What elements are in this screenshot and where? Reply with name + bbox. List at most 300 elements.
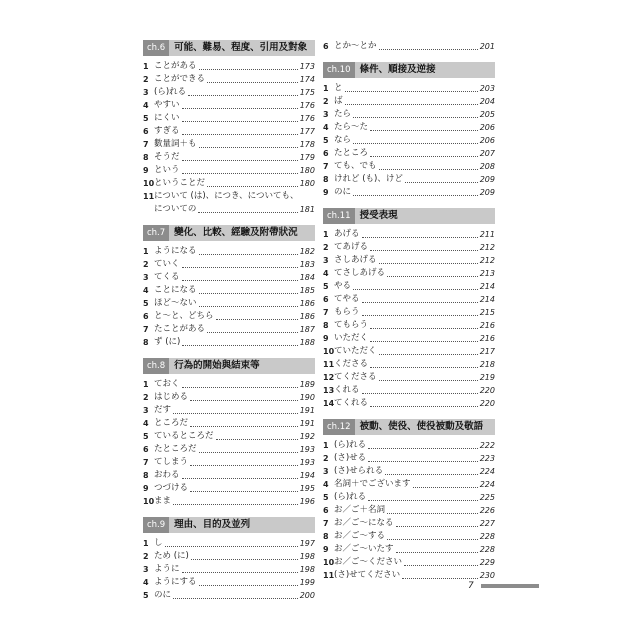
entry-title: ば [334, 96, 343, 106]
toc-entry[interactable] [323, 147, 495, 160]
toc-entry[interactable] [323, 121, 495, 134]
entry-number: 3 [143, 88, 149, 97]
entry-title: (ら)れる [334, 492, 367, 502]
entry-number: 1 [323, 441, 329, 450]
toc-entry[interactable] [143, 391, 315, 404]
dot-leader [173, 413, 298, 414]
dot-leader [182, 134, 298, 135]
toc-entry[interactable] [143, 245, 315, 258]
toc-entry[interactable] [143, 443, 315, 456]
entry-page: 213 [479, 269, 495, 278]
entry-title: もらう [334, 307, 360, 317]
dot-leader [207, 186, 298, 187]
entry-number: 1 [323, 84, 329, 93]
toc-entry[interactable] [323, 504, 495, 517]
dot-leader [353, 117, 478, 118]
toc-entry[interactable] [143, 310, 315, 323]
entry-number: 6 [323, 42, 329, 51]
toc-entry[interactable] [143, 112, 315, 125]
entry-number: 6 [323, 149, 329, 158]
entry-title: てくださる [334, 372, 377, 382]
entry-number: 7 [143, 325, 149, 334]
dot-leader [362, 393, 478, 394]
entry-number: 6 [143, 127, 149, 136]
toc-entry[interactable] [143, 151, 315, 164]
toc-entry[interactable] [323, 543, 495, 556]
dot-leader [207, 332, 298, 333]
entry-number: 2 [323, 97, 329, 106]
entry-number: 2 [143, 260, 149, 269]
entry-page: 228 [479, 532, 495, 541]
chapter-section [143, 517, 315, 602]
entry-page: 229 [479, 558, 495, 567]
entry-number: 4 [143, 419, 149, 428]
toc-entry[interactable] [143, 125, 315, 138]
chapter-title: 授受表現 [359, 210, 398, 221]
entry-page: 224 [479, 480, 495, 489]
dot-leader [188, 95, 298, 96]
chapter-number-label: ch.8 [143, 358, 169, 374]
entry-page: 225 [479, 493, 495, 502]
entry-number: 8 [143, 153, 149, 162]
chapter-title: 變化、比較、經驗及附帶狀況 [174, 227, 298, 238]
toc-entry[interactable] [143, 86, 315, 99]
entry-number: 3 [143, 273, 149, 282]
toc-entry[interactable] [143, 430, 315, 443]
toc-entry[interactable] [323, 332, 495, 345]
dot-leader [368, 461, 478, 462]
toc-entry[interactable] [143, 336, 315, 349]
toc-entry[interactable] [323, 452, 495, 465]
toc-right-column [323, 40, 495, 591]
toc-entry[interactable] [323, 397, 495, 410]
chapter-number-label: ch.6 [143, 40, 169, 56]
entry-title: ていく [154, 259, 180, 269]
entry-title: てくれる [334, 398, 369, 408]
entry-number: 6 [323, 295, 329, 304]
entry-page: 191 [299, 419, 315, 428]
entry-title: たことがある [154, 324, 206, 334]
toc-entry[interactable] [323, 82, 495, 95]
toc-entry[interactable] [323, 173, 495, 186]
dot-leader [353, 143, 478, 144]
entry-title: そうだ [154, 152, 180, 162]
entry-page: 211 [479, 230, 495, 239]
entry-title: ことになる [154, 285, 197, 295]
dot-leader [396, 552, 478, 553]
entry-number: 13 [323, 386, 335, 395]
entry-page: 214 [479, 295, 495, 304]
entry-page: 196 [299, 497, 315, 506]
entry-number: 8 [323, 532, 329, 541]
toc-entry[interactable] [323, 267, 495, 280]
dot-leader [190, 426, 298, 427]
entry-title: てもらう [334, 320, 369, 330]
entry-title: ということだ [154, 178, 206, 188]
dot-leader [182, 387, 298, 388]
entry-page: 186 [299, 312, 315, 321]
entry-page: 191 [299, 406, 315, 415]
entry-number: 7 [143, 140, 149, 149]
entry-title: けれど (も)、けど [334, 174, 403, 184]
entry-page: 193 [299, 458, 315, 467]
dot-leader [173, 598, 298, 599]
entry-page: 215 [479, 308, 495, 317]
dot-leader [182, 108, 298, 109]
dot-leader [190, 491, 298, 492]
entry-page: 180 [299, 179, 315, 188]
toc-entry[interactable] [143, 563, 315, 576]
toc-entry[interactable] [143, 164, 315, 177]
toc-entry[interactable] [323, 371, 495, 384]
toc-entry[interactable] [143, 589, 315, 602]
entry-page: 181 [299, 205, 315, 214]
toc-entry[interactable] [323, 186, 495, 199]
chapter-header [323, 62, 495, 78]
entry-number: 5 [323, 493, 329, 502]
entry-title: (ら)れる [334, 440, 367, 450]
toc-entry[interactable] [143, 404, 315, 417]
chapter-title: 行為的開始與結束等 [174, 360, 260, 371]
entry-number: 8 [323, 321, 329, 330]
entry-number: 2 [143, 75, 149, 84]
dot-leader [353, 195, 478, 196]
toc-entry[interactable] [143, 60, 315, 73]
entry-number: 3 [143, 406, 149, 415]
entry-page: 209 [479, 175, 495, 184]
dot-leader [182, 345, 297, 346]
entry-page: 199 [299, 578, 315, 587]
entry-title: (さ)せてください [334, 570, 401, 580]
entry-title: ことができる [154, 74, 206, 84]
toc-entry[interactable] [323, 439, 495, 452]
entry-number: 10 [143, 179, 155, 188]
entry-number: 1 [143, 380, 149, 389]
entry-page: 206 [479, 136, 495, 145]
entry-number: 3 [323, 467, 329, 476]
entry-page: 189 [299, 380, 315, 389]
chapter-section [143, 358, 315, 508]
entry-title: やる [334, 281, 352, 291]
dot-leader [199, 69, 298, 70]
dot-leader [199, 147, 298, 148]
dot-leader [379, 263, 478, 264]
continued-entries [323, 40, 495, 53]
entry-page: 220 [479, 399, 495, 408]
toc-entry[interactable] [143, 456, 315, 469]
dot-leader [362, 237, 478, 238]
dot-leader [379, 380, 478, 381]
entry-number: 6 [323, 506, 329, 515]
toc-entry[interactable] [143, 190, 315, 216]
chapter-section [323, 62, 495, 199]
entry-number: 4 [143, 286, 149, 295]
toc-entry[interactable] [323, 319, 495, 332]
entry-number: 10 [143, 497, 155, 506]
toc-entry[interactable] [323, 160, 495, 173]
entry-title: (さ)せる [334, 453, 367, 463]
chapter-header [143, 517, 315, 533]
chapter-section [143, 225, 315, 349]
entry-number: 2 [323, 243, 329, 252]
toc-entry[interactable] [323, 478, 495, 491]
dot-leader [182, 160, 298, 161]
dot-leader [216, 439, 298, 440]
entry-page: 190 [299, 393, 315, 402]
dot-leader [190, 465, 298, 466]
entry-number: 5 [143, 114, 149, 123]
entry-title: お／ご～ください [334, 557, 403, 567]
entry-title: (さ)せられる [334, 466, 384, 476]
entry-title: てさしあげる [334, 268, 386, 278]
entry-title: つづける [154, 483, 189, 493]
entry-number: 3 [143, 565, 149, 574]
dot-leader [353, 289, 478, 290]
entry-title: だす [154, 405, 172, 415]
entry-title: ようにする [154, 577, 197, 587]
toc-entry[interactable] [323, 556, 495, 569]
dot-leader [370, 406, 478, 407]
toc-entry[interactable] [323, 280, 495, 293]
entry-number: 7 [323, 162, 329, 171]
entry-page: 212 [479, 256, 495, 265]
toc-entry[interactable] [143, 99, 315, 112]
dot-leader [182, 267, 298, 268]
dot-leader [199, 293, 298, 294]
toc-entry[interactable] [323, 241, 495, 254]
entry-title: ため (に) [154, 551, 189, 561]
dot-leader [345, 91, 478, 92]
entry-page: 195 [299, 484, 315, 493]
entry-number: 4 [143, 101, 149, 110]
entry-page: 208 [479, 162, 495, 171]
toc-entry[interactable] [323, 134, 495, 147]
entry-number: 10 [323, 347, 335, 356]
entry-title: やすい [154, 100, 180, 110]
entry-number: 9 [143, 484, 149, 493]
toc-entry[interactable] [143, 323, 315, 336]
toc-entry[interactable] [143, 417, 315, 430]
entry-page: 179 [299, 153, 315, 162]
entry-page: 174 [299, 75, 315, 84]
entry-title: ても、でも [334, 161, 377, 171]
entry-number: 5 [323, 136, 329, 145]
entry-title: くださる [334, 359, 369, 369]
entry-page: 218 [479, 360, 495, 369]
dot-leader [345, 104, 478, 105]
entry-title: ように [154, 564, 180, 574]
entry-number: 8 [323, 175, 329, 184]
dot-leader [387, 276, 478, 277]
entry-title: ているところだ [154, 431, 214, 441]
entry-title: てあげる [334, 242, 369, 252]
toc-entry[interactable] [143, 495, 315, 508]
toc-entry[interactable] [143, 73, 315, 86]
entry-page: 219 [479, 373, 495, 382]
entry-number: 8 [143, 471, 149, 480]
entry-title: ていただく [334, 346, 377, 356]
toc-entry[interactable] [323, 465, 495, 478]
chapter-header [323, 419, 495, 435]
entry-page: 209 [479, 188, 495, 197]
toc-entry[interactable] [323, 491, 495, 504]
entry-title: 數量詞＋も [154, 139, 197, 149]
toc-left-column [143, 40, 315, 611]
entry-page: 214 [479, 282, 495, 291]
dot-leader [207, 82, 298, 83]
chapter-section [143, 40, 315, 216]
entry-number: 5 [323, 282, 329, 291]
entry-number: 5 [143, 432, 149, 441]
entry-title: ておく [154, 379, 180, 389]
entry-title: いただく [334, 333, 369, 343]
entry-title: のに [154, 590, 172, 600]
dot-leader [396, 526, 478, 527]
entry-title: と [334, 83, 343, 93]
dot-leader [182, 173, 298, 174]
toc-entry[interactable] [143, 177, 315, 190]
dot-leader [182, 280, 298, 281]
entry-page: 222 [479, 441, 495, 450]
dot-leader [199, 585, 298, 586]
toc-entry[interactable] [143, 550, 315, 563]
entry-page: 216 [479, 334, 495, 343]
entry-number: 2 [143, 552, 149, 561]
entry-number: 1 [143, 62, 149, 71]
toc-entry[interactable] [143, 576, 315, 589]
entry-page: 228 [479, 545, 495, 554]
dot-leader [182, 478, 298, 479]
chapter-section [323, 208, 495, 410]
toc-entry[interactable] [323, 40, 495, 53]
entry-number: 7 [143, 458, 149, 467]
toc-entry[interactable] [323, 293, 495, 306]
chapter-title: 可能、難易、程度、引用及對象 [174, 42, 308, 53]
toc-entry[interactable] [143, 482, 315, 495]
entry-number: 4 [323, 123, 329, 132]
toc-entry[interactable] [323, 95, 495, 108]
dot-leader [370, 328, 478, 329]
entry-page: 227 [479, 519, 495, 528]
entry-title: なら [334, 135, 352, 145]
entry-number: 5 [143, 299, 149, 308]
entry-title: 名詞＋でございます [334, 479, 411, 489]
entry-page: 224 [479, 467, 495, 476]
toc-entry[interactable] [143, 378, 315, 391]
dot-leader [165, 546, 298, 547]
entry-page: 183 [299, 260, 315, 269]
dot-leader [413, 487, 478, 488]
entry-number: 12 [323, 373, 335, 382]
entry-number: 2 [323, 454, 329, 463]
toc-entry[interactable] [323, 384, 495, 397]
dot-leader [182, 121, 298, 122]
entry-page: 176 [299, 114, 315, 123]
entry-page: 203 [479, 84, 495, 93]
entry-page: 201 [479, 42, 495, 51]
entry-number: 8 [143, 338, 149, 347]
dot-leader [199, 452, 298, 453]
entry-number: 6 [143, 312, 149, 321]
toc-entry[interactable] [143, 469, 315, 482]
entry-number: 2 [143, 393, 149, 402]
toc-entry[interactable] [143, 138, 315, 151]
entry-title: てくる [154, 272, 180, 282]
entry-page: 230 [479, 571, 495, 580]
toc-entry[interactable] [323, 530, 495, 543]
entry-title: という [154, 165, 180, 175]
dot-leader [216, 319, 298, 320]
dot-leader [368, 448, 478, 449]
entry-title: し [154, 538, 163, 548]
entry-page: 212 [479, 243, 495, 252]
toc-entry[interactable] [323, 517, 495, 530]
dot-leader [385, 474, 478, 475]
entry-page: 197 [299, 539, 315, 548]
entry-page: 220 [479, 386, 495, 395]
entry-page: 192 [299, 432, 315, 441]
toc-entry[interactable] [143, 284, 315, 297]
entry-number: 9 [323, 334, 329, 343]
entry-title: おわる [154, 470, 180, 480]
chapter-number-label: ch.9 [143, 517, 169, 533]
entry-number: 10 [323, 558, 335, 567]
entry-number: 11 [323, 360, 335, 369]
dot-leader [173, 504, 298, 505]
entry-page: 178 [299, 140, 315, 149]
toc-entry[interactable] [323, 306, 495, 319]
entry-number: 7 [323, 308, 329, 317]
entry-page: 185 [299, 286, 315, 295]
toc-entry[interactable] [143, 258, 315, 271]
entry-title: お／ご～する [334, 531, 386, 541]
entry-title: について (は)、につき、についても、 [154, 191, 299, 201]
chapter-title: 理由、目的及並列 [174, 519, 251, 530]
dot-leader [387, 513, 478, 514]
toc-entry[interactable] [323, 108, 495, 121]
toc-entry[interactable] [323, 228, 495, 241]
entry-title: と～と、どちら [154, 311, 214, 321]
entry-number: 9 [323, 188, 329, 197]
entry-page: 200 [299, 591, 315, 600]
entry-page: 206 [479, 123, 495, 132]
entry-number: 11 [323, 571, 335, 580]
dot-leader [370, 156, 478, 157]
entry-title: とか～とか [334, 41, 377, 51]
entry-title: ところだ [154, 418, 189, 428]
toc-entry[interactable] [323, 345, 495, 358]
toc-entry[interactable] [143, 297, 315, 310]
entry-page: 187 [299, 325, 315, 334]
page-number: 7 [468, 581, 474, 591]
toc-entry[interactable] [143, 537, 315, 550]
entry-page: 207 [479, 149, 495, 158]
toc-entry[interactable] [323, 358, 495, 371]
entry-page: 184 [299, 273, 315, 282]
dot-leader [199, 254, 298, 255]
entry-number: 5 [143, 591, 149, 600]
toc-entry[interactable] [143, 271, 315, 284]
entry-number: 6 [143, 445, 149, 454]
chapter-header [323, 208, 495, 224]
entry-page: 194 [299, 471, 315, 480]
chapter-number-label: ch.7 [143, 225, 169, 241]
toc-entry[interactable] [323, 254, 495, 267]
entry-title: ことがある [154, 61, 197, 71]
dot-leader [370, 130, 478, 131]
entry-title: ようになる [154, 246, 197, 256]
dot-leader [405, 182, 478, 183]
